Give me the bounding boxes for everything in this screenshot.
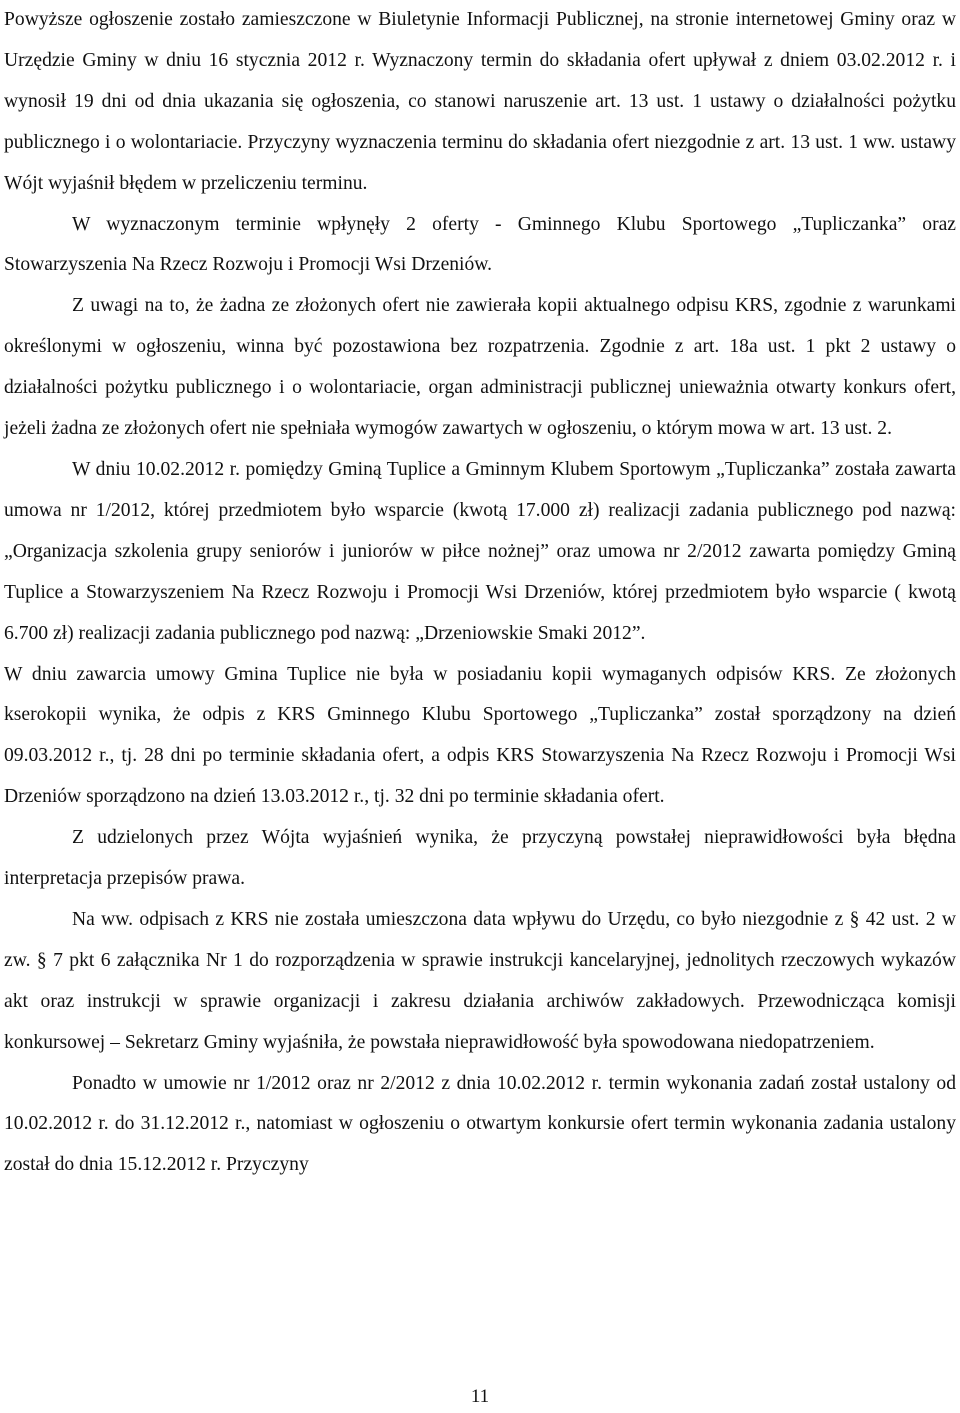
paragraph-explanation: Z udzielonych przez Wójta wyjaśnień wynika, że przyczyną powstałej nieprawidłowości była błędna interpretacja przepisów prawa. (4, 827, 956, 890)
document-body (4, 0, 956, 1186)
paragraph-krs-requirement: Z uwagi na to, że żadna ze złożonych ofert nie zawierała kopii aktualnego odpisu KRS, zgodnie z warunkami określonymi w ogłoszeniu, winna być pozostawiona bez rozpatrzenia. Zgodnie z art. 18a ust. 1 pkt 2 ustawy o działalności pożytku publicznego i o wolontariacie, organ administracji publicznej unieważnia otwarty konkurs ofert, jeżeli żadna ze złożonych ofert nie spełniała wymogów zawartych w ogłoszeniu, o którym mowa w art. 13 ust. 2. (4, 295, 956, 440)
paragraph-offers-received: W wyznaczonym terminie wpłynęły 2 oferty - Gminnego Klubu Sportowego „Tupliczanka” oraz Stowarzyszenia Na Rzecz Rozwoju i Promocji Wsi Drzeniów. (4, 213, 956, 276)
paragraph-krs-copies: W dniu zawarcia umowy Gmina Tuplice nie była w posiadaniu kopii wymaganych odpisów KRS. Ze złożonych kserokopii wynika, że odpis z KRS Gminnego Klubu Sportowego „Tupliczanka” został sporządzony na dzień 09.03.2012 r., tj. 28 dni po terminie składania ofert, a odpis KRS Stowarzyszenia Na Rzecz Rozwoju i Promocji Wsi Drzeniów sporządzono na dzień 13.03.2012 r., tj. 32 dni po terminie składania ofert. (4, 663, 956, 808)
paragraph-receipt-date: Na ww. odpisach z KRS nie została umieszczona data wpływu do Urzędu, co było niezgodnie z § 42 ust. 2 w zw. § 7 pkt 6 załącznika Nr 1 do rozporządzenia w sprawie instrukcji kancelaryjnej, jednolitych rzeczowych wykazów akt oraz instrukcji w sprawie organizacji i zakresu działania archiwów zakładowych. Przewodnicząca komisji konkursowej – Sekretarz Gminy wyjaśniła, że powstała nieprawidłowość była spowodowana niedopatrzeniem. (4, 908, 956, 1053)
paragraph-contracts: W dniu 10.02.2012 r. pomiędzy Gminą Tuplice a Gminnym Klubem Sportowym „Tupliczanka” została zawarta umowa nr 1/2012, której przedmiotem było wsparcie (kwotą 17.000 zł) realizacji zadania publicznego pod nazwą: „Organizacja szkolenia grupy seniorów i juniorów w piłce nożnej” oraz umowa nr 2/2012 zawarta pomiędzy Gminą Tuplice a Stowarzyszeniem Na Rzecz Rozwoju i Promocji Wsi Drzeniów, której przedmiotem było wsparcie ( kwotą 6.700 zł) realizacji zadania publicznego pod nazwą: „Drzeniowskie Smaki 2012”. (4, 458, 956, 644)
paragraph-deadline: Ponadto w umowie nr 1/2012 oraz nr 2/2012 z dnia 10.02.2012 r. termin wykonania zadań został ustalony od 10.02.2012 r. do 31.12.2012 r., natomiast w ogłoszeniu o otwartym konkursie ofert termin wykonania zadania ustalony został do dnia 15.12.2012 r. Przyczyny (4, 1072, 956, 1176)
paragraph-announcement: Powyższe ogłoszenie zostało zamieszczone w Biuletynie Informacji Publicznej, na stronie internetowej Gminy oraz w Urzędzie Gminy w dniu 16 stycznia 2012 r. Wyznaczony termin do składania ofert upływał z dniem 03.02.2012 r. i wynosił 19 dni od dnia ukazania się ogłoszenia, co stanowi naruszenie art. 13 ust. 1 ustawy o działalności pożytku publicznego i o wolontariacie. Przyczyny wyznaczenia terminu do składania ofert niezgodnie z art. 13 ust. 1 ww. ustawy Wójt wyjaśnił błędem w przeliczeniu terminu. (4, 9, 956, 194)
page-number: 11 (470, 1386, 490, 1407)
